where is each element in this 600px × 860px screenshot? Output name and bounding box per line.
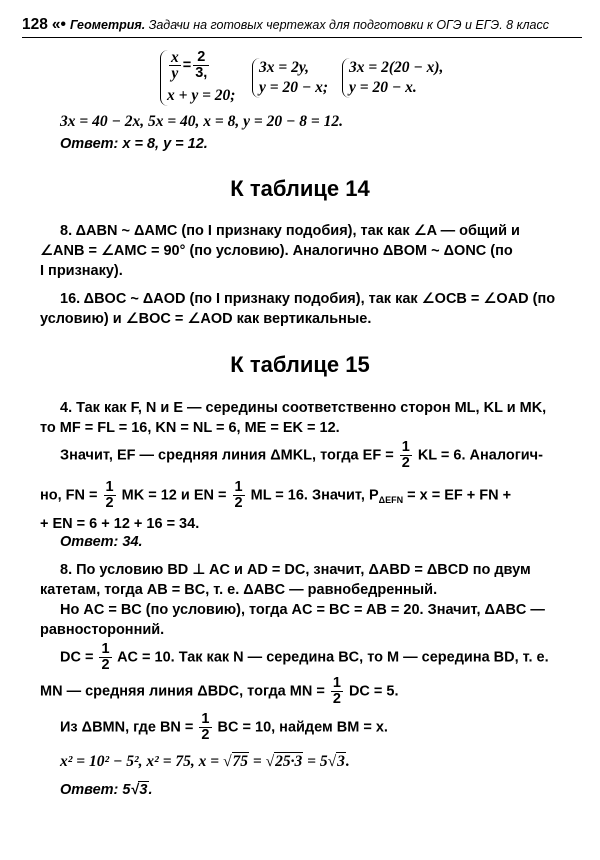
- sqrt-75: 75: [232, 753, 248, 770]
- fraction-one-half: $\frac{1}{2}$: [101, 641, 110, 673]
- s15-p4-line-3: Значит, EF — средняя линия ΔMKL, тогда EF = $\frac{1}{2}$ KL = 6. Аналогич-: [60, 439, 543, 471]
- system-2: [252, 58, 337, 98]
- s15-p8-line-6: MN — средняя линия ΔBDC, тогда MN = $\frac{1}{2}$ DC = 5.: [40, 675, 399, 707]
- s15-p8-line-1: 8. По условию BD ⊥ AC и AD = DC, значит, ΔABD = ΔBCD по двум: [60, 562, 531, 578]
- section-title-15: К таблице 15: [230, 352, 370, 377]
- s15-p4-line-4: но, FN = $\frac{1}{2}$ MK = 12 и EN = $\frac{1}{2}$ ML = 16. Значит, $P_{\Delta EFN} = x$ = EF + FN +: [40, 479, 512, 511]
- s14-p8-line-2: ∠ANB = ∠AMC = 90° (по условию). Аналогично ΔBOM ~ ΔONC (по: [40, 243, 513, 259]
- system-1-row-1: $\frac{x}{y}$ = $\frac{2}{3,}$: [171, 49, 208, 82]
- s15-p4-line-5: + EN = 6 + 12 + 16 = 34.: [40, 516, 200, 532]
- sqrt-25-3: 25·3: [275, 753, 303, 770]
- s14-p16-line-1: 16. ΔBOC ~ ΔAOD (по I признаку подобия), так как ∠OCB = ∠OAD (по: [60, 291, 556, 307]
- fraction-one-half: $\frac{1}{2}$: [201, 711, 210, 743]
- section-title-14: К таблице 14: [230, 176, 370, 201]
- s15-p4-line-2: то MF = FL = 16, KN = NL = 6, ME = EK = 12.: [40, 420, 340, 436]
- s14-p8-line-1: 8. ΔABN ~ ΔAMC (по I признаку подобия), так как ∠A — общий и: [60, 223, 520, 239]
- system-2-row-2: y = 20 − x;: [259, 79, 329, 96]
- header-rule: [22, 37, 582, 38]
- s14-p8-line-3: I признаку).: [40, 263, 123, 279]
- fraction-one-half: $\frac{1}{2}$: [234, 479, 243, 511]
- s15-p4-answer: Ответ: 34.: [60, 534, 143, 550]
- page-header: [22, 16, 582, 38]
- header-mark: «•: [51, 16, 66, 33]
- book-title-rest: Задачи на готовых чертежах для подготовки к ОГЭ и ЕГЭ. 8 класс: [148, 18, 550, 32]
- system-1-row-2: x + y = 20;: [167, 87, 236, 104]
- s15-p4-line-1: 4. Так как F, N и E — середины соответственно сторон ML, KL и MK,: [60, 400, 547, 416]
- system-3-row-2: y = 20 − x.: [349, 79, 417, 96]
- sqrt-3: 3: [139, 782, 148, 798]
- s15-p8-line-8: x² = 10² − 5², x² = 75, x = √75 = √25·3 = 5√3.: [60, 753, 350, 770]
- s15-p8-line-7: Из ΔBMN, где BN = $\frac{1}{2}$ BC = 10, найдем BM = x.: [60, 711, 388, 743]
- s15-p8-line-2: катетам, тогда AB = BC, т. е. ΔABC — равнобедренный.: [40, 582, 438, 598]
- s15-p8-line-3: Но AC = BC (по условию), тогда AC = BC = AB = 20. Значит, ΔABC —: [60, 602, 545, 618]
- s15-p8-line-5: DC = $\frac{1}{2}$ AC = 10. Так как N — середина BC, то M — середина BD, т. е.: [60, 641, 549, 673]
- book-title: [70, 18, 549, 32]
- s14-p16-line-2: условию) и ∠BOC = ∠AOD как вертикальные.: [40, 311, 372, 327]
- system-3-row-1: 3x = 2(20 − x),: [349, 59, 444, 76]
- solution-line: 3x = 40 − 2x, 5x = 40, x = 8, y = 20 − 8 = 12.: [60, 113, 343, 130]
- system-1: [160, 50, 245, 106]
- fraction-one-half: $\frac{1}{2}$: [332, 675, 341, 707]
- system-3: [342, 58, 459, 98]
- s15-p8-answer: Ответ: 5√3.: [60, 782, 153, 798]
- fraction-x-over-y: $\frac{x}{y}$: [171, 49, 179, 82]
- fraction-2-over-3: $\frac{2}{3,}$: [195, 49, 208, 81]
- s15-p8-line-4: равносторонний.: [40, 622, 165, 638]
- book-title-bold: Геометрия.: [69, 18, 146, 32]
- page-number: 128: [22, 16, 48, 33]
- sqrt-3: 3: [337, 753, 345, 770]
- fraction-one-half: $\frac{1}{2}$: [401, 439, 410, 471]
- fraction-one-half: $\frac{1}{2}$: [105, 479, 114, 511]
- answer-line: Ответ: x = 8, y = 12.: [60, 136, 208, 152]
- system-2-row-1: 3x = 2y,: [259, 59, 310, 76]
